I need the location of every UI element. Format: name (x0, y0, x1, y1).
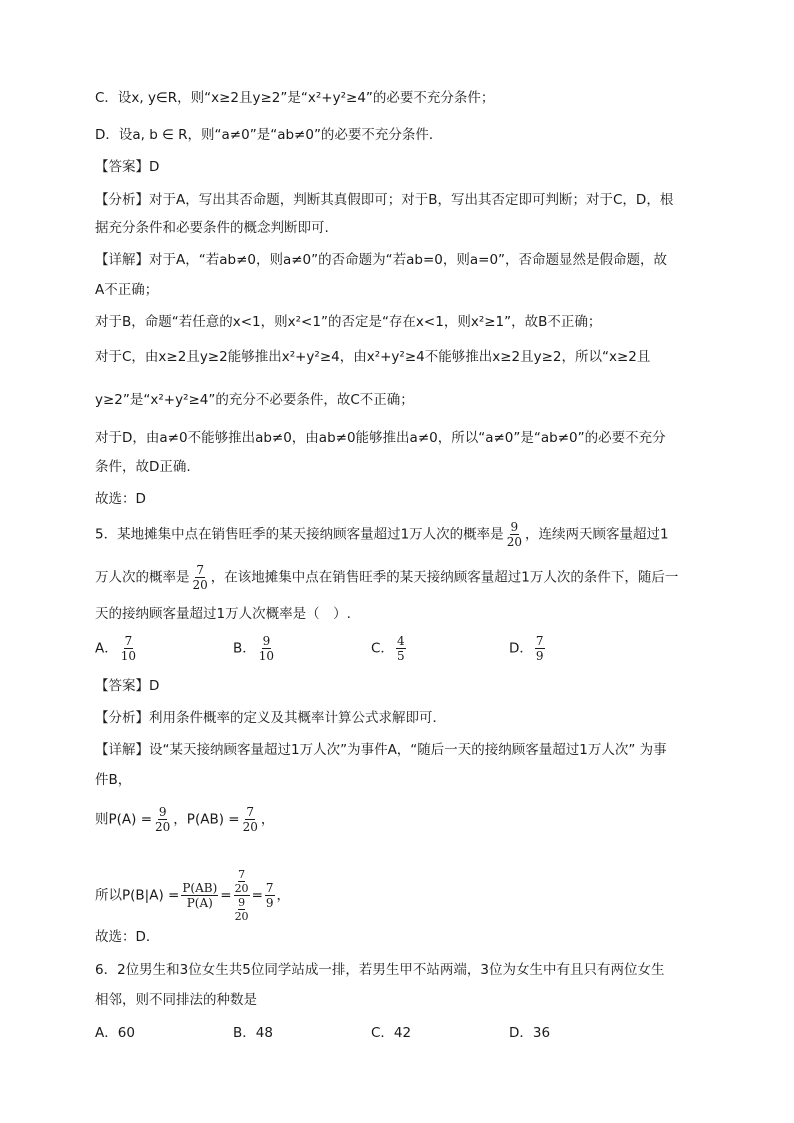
option-label: B． (233, 640, 256, 657)
q5-option-d (509, 634, 547, 663)
q5-stem-text: ，连续两天顾客量超过1 (524, 526, 669, 543)
option-label: D． (509, 640, 533, 657)
q4-detail-line-6: 对于D，由a≠0不能够推出ab≠0，由ab≠0能够推出a≠0，所以“a≠0”是“ab≠0”的必要不充分 (95, 430, 666, 446)
q5-stem-text: ，在该地摊集中点在销售旺季的某天接纳顾客量超过1万人次的条件下，随后一 (210, 569, 679, 586)
q5-stem-text: 5．某地摊集中点在销售旺季的某天接纳顾客量超过1万人次的概率是 (95, 526, 504, 543)
q5-choose: 故选：D． (95, 929, 160, 945)
fraction-9-20 (506, 520, 523, 549)
q5-detail-line-2: 件B， (95, 772, 132, 788)
fraction-pab-over-pa (181, 881, 218, 910)
compound-fraction (234, 868, 250, 923)
q5-option-a (95, 634, 139, 663)
q5-analysis: 【分析】利用条件概率的定义及其概率计算公式求解即可． (95, 710, 446, 726)
fraction-denominator: 9 (265, 896, 274, 910)
fraction-numerator: 4 (396, 634, 405, 648)
q4-analysis-line-2: 据充分条件和必要条件的概念判断即可. (95, 220, 329, 236)
q4-detail-line-4: 对于C，由x≥2且y≥2能够推出x²+y²≥4，由x²+y²≥4不能够推出x≥2且y≥2，所以“x≥2且 (95, 349, 651, 365)
q5-option-b (233, 634, 277, 663)
fraction-numerator: 7 (265, 881, 274, 895)
compound-denominator (234, 896, 250, 923)
fraction-numerator: 9 (238, 896, 246, 909)
option-d-text: D．设a, b ∈ R，则“a≠0”是“ab≠0”的必要不充分条件． (95, 127, 443, 143)
option-fraction (535, 634, 545, 663)
fraction-numerator: 7 (246, 805, 255, 819)
option-label: A． (95, 640, 118, 657)
q6-option-c: C．42 (371, 1025, 412, 1041)
fraction-denominator: 20 (234, 882, 249, 895)
q6-stem-line-1: 6．2位男生和3位女生共5位同学站成一排，若男生甲不站两端，3位为女生中有且只有两位女生 (95, 962, 665, 978)
q5-probabilities (95, 805, 274, 834)
fraction-numerator: 7 (238, 868, 246, 881)
option-c-text: C．设x, y∈R，则“x≥2且y≥2”是“x²+y²≥4”的必要不充分条件； (95, 90, 495, 106)
q4-analysis-line-1: 【分析】对于A，写出其否命题，判断其真假即可；对于B，写出其否定即可判断；对于C，D，根 (95, 192, 674, 208)
q4-detail-line-7: 条件，故D正确. (95, 459, 191, 475)
q5-stem-line-2 (95, 563, 678, 592)
fraction-7-9 (265, 881, 275, 910)
formula-text: ， (276, 887, 291, 904)
compound-numerator (234, 868, 250, 896)
q4-detail-line-5: y≥2”是“x²+y²≥4”的充分不必要条件，故C不正确； (95, 392, 414, 408)
formula-text: 则P(A) = (95, 811, 153, 828)
q5-conditional-probability (95, 868, 290, 923)
fraction-numerator: 7 (196, 563, 204, 577)
fraction-7-20 (192, 563, 209, 592)
fraction-numerator: 9 (262, 634, 271, 648)
q6-stem-line-2: 相邻，则不同排法的种数是 (95, 992, 257, 1008)
fraction-7-20 (242, 805, 259, 834)
q6-option-d: D．36 (509, 1025, 551, 1041)
fraction-denominator: 10 (258, 649, 275, 663)
fraction-denominator: P(A) (186, 896, 213, 910)
q5-option-c (371, 634, 408, 663)
fraction-denominator: 9 (535, 649, 544, 663)
fraction-denominator: 20 (242, 820, 258, 834)
q6-option-a: A．60 (95, 1025, 135, 1041)
option-fraction (120, 634, 137, 663)
q4-answer: 【答案】D (95, 159, 160, 175)
option-fraction (258, 634, 275, 663)
fraction-9-20 (154, 805, 171, 834)
formula-text: = (251, 887, 263, 904)
fraction-denominator: 20 (192, 578, 208, 592)
q5-stem-text: 万人次的概率是 (95, 569, 190, 586)
q5-answer: 【答案】D (95, 678, 160, 694)
option-fraction (396, 634, 406, 663)
fraction-numerator: 9 (158, 805, 167, 819)
q5-stem-line-1 (95, 520, 669, 549)
q4-detail-line-3: 对于B，命题“若任意的x<1，则x²<1”的否定是“存在x<1，则x²≥1”，故B不正确； (95, 314, 602, 330)
fraction-denominator: 20 (234, 910, 249, 923)
fraction-denominator: 20 (155, 820, 171, 834)
fraction-denominator: 5 (396, 649, 405, 663)
q5-detail-line-1: 【详解】设“某天接纳顾客量超过1万人次”为事件A，“随后一天的接纳顾客量超过1万人次” 为事 (95, 742, 667, 758)
q4-detail-line-2: A不正确； (95, 282, 159, 298)
q5-stem-line-3: 天的接纳顾客量超过1万人次概率是（ ）. (95, 606, 351, 622)
q6-option-b: B．48 (233, 1025, 273, 1041)
option-label: C． (371, 640, 394, 657)
fraction-numerator: P(AB) (182, 881, 218, 895)
formula-text: 所以P(B|A) = (95, 887, 180, 904)
fraction-denominator: 10 (120, 649, 137, 663)
fraction-denominator: 20 (506, 535, 522, 549)
fraction-numerator: 9 (510, 520, 519, 534)
q4-choose: 故选：D (95, 491, 146, 507)
formula-text: = (220, 887, 232, 904)
fraction-numerator: 7 (535, 634, 544, 648)
formula-text: ，P(AB) = (173, 811, 240, 828)
fraction-numerator: 7 (124, 634, 133, 648)
q4-detail-line-1: 【详解】对于A，“若ab≠0，则a≠0”的否命题为“若ab=0，则a=0”，否命题显然是假命题，故 (95, 252, 668, 268)
formula-text: ， (260, 811, 275, 828)
